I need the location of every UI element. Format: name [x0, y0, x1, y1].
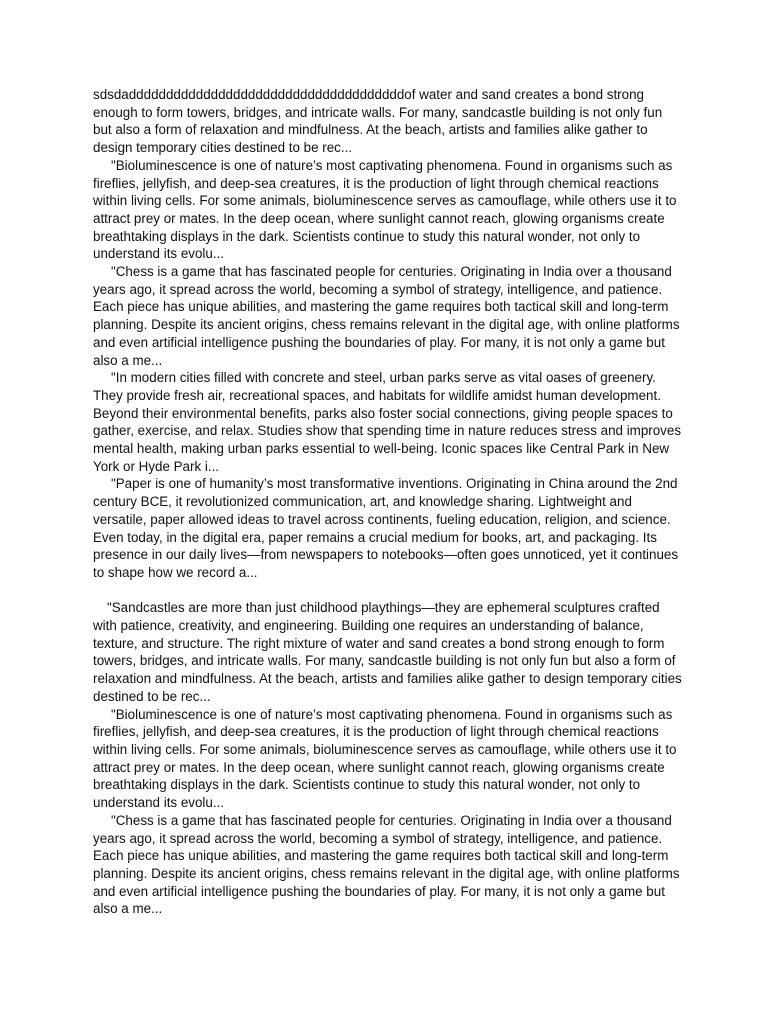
paragraph-sandcastles-fragment: sdsdadddddddddddddddddddddddddddddddddddddof water and sand creates a bond strong enough to form towers, bridges, and intricate walls. For many, sandcastle building is not only fun but also a form of relaxation and mindfulness. At the beach, artists and families alike gather to design temporary cities destined to be rec... [93, 87, 663, 156]
paragraph-urban-parks: "In modern cities filled with concrete and steel, urban parks serve as vital oases of greenery. They provide fresh air, recreational spaces, and habitats for wildlife amidst human development. Beyond their environmental benefits, parks also foster social connections, giving people spaces to gather, exercise, and relax. Studies show that spending time in nature reduces stress and improves mental health, making urban parks essential to well-being. Iconic spaces like Central Park in New York or Hyde Park i... [93, 370, 682, 474]
paragraph-gap [93, 582, 683, 600]
paragraph-chess: "Chess is a game that has fascinated people for centuries. Originating in India over a thousand years ago, it spread across the world, becoming a symbol of strategy, intelligence, and patience. Each piece has unique abilities, and mastering the game requires both tactical skill and long-term planning. Despite its ancient origins, chess remains relevant in the digital age, with online platforms and even artificial intelligence pushing the boundaries of play. For many, it is not only a game but also a me... [93, 264, 680, 368]
paragraph-chess-repeat: "Chess is a game that has fascinated people for centuries. Originating in India over a thousand years ago, it spread across the world, becoming a symbol of strategy, intelligence, and patience. Each piece has unique abilities, and mastering the game requires both tactical skill and long-term planning. Despite its ancient origins, chess remains relevant in the digital age, with online platforms and even artificial intelligence pushing the boundaries of play. For many, it is not only a game but also a me... [93, 812, 680, 917]
paragraph-bioluminescence-repeat: "Bioluminescence is one of nature’s most captivating phenomena. Found in organisms such as fireflies, jellyfish, and deep-sea creatures, it is the production of light through chemical reactions within living cells. For some animals, bioluminescence serves as camouflage, while others use it to attract prey or mates. In the deep ocean, where sunlight cannot reach, glowing organisms create breathtaking displays in the dark. Scientists continue to study this natural wonder, not only to understand its evolu... [93, 706, 677, 811]
paragraph-sandcastles: "Sandcastles are more than just childhood playthings—they are ephemeral sculptures crafted with patience, creativity, and engineering. Building one requires an understanding of balance, texture, and structure. The right mixture of water and sand creates a bond strong enough to form towers, bridges, and intricate walls. For many, sandcastle building is not only fun but also a form of relaxation and mindfulness. At the beach, artists and families alike gather to design temporary cities destined to be rec... [93, 600, 682, 704]
paragraph-paper: "Paper is one of humanity’s most transformative inventions. Originating in China around the 2nd century BCE, it revolutionized communication, art, and knowledge sharing. Lightweight and versatile, paper allowed ideas to travel across continents, fueling education, religion, and science. Even today, in the digital era, paper remains a crucial medium for books, art, and packaging. Its presence in our daily lives—from newspapers to notebooks—often goes unnoticed, yet it continues to shape how we record a... [93, 476, 679, 580]
document-body [93, 86, 683, 918]
paragraph-bioluminescence: "Bioluminescence is one of nature’s most captivating phenomena. Found in organisms such as fireflies, jellyfish, and deep-sea creatures, it is the production of light through chemical reactions within living cells. For some animals, bioluminescence serves as camouflage, while others use it to attract prey or mates. In the deep ocean, where sunlight cannot reach, glowing organisms create breathtaking displays in the dark. Scientists continue to study this natural wonder, not only to understand its evolu... [93, 157, 677, 262]
